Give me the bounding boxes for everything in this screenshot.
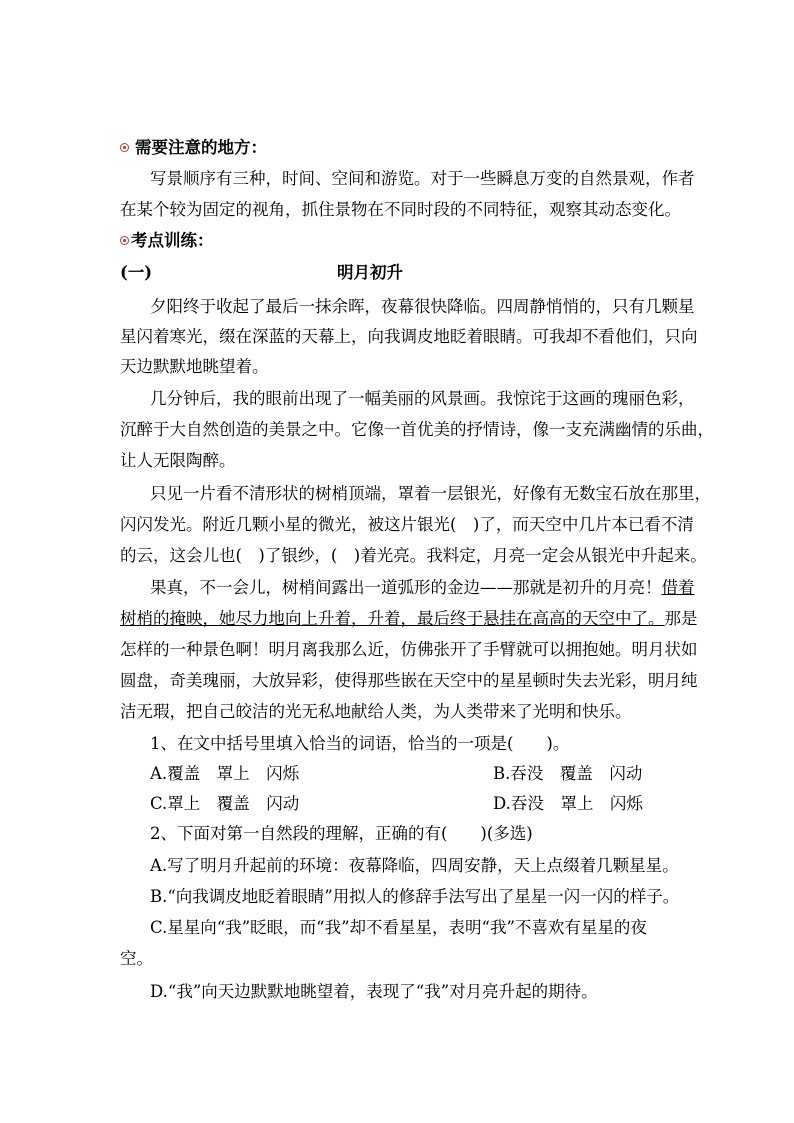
passage-title: 明月初升 [337, 263, 403, 282]
question-2-option-c-cont: 空。 [120, 949, 153, 968]
paragraph-line: 洁无瑕，把自己皎洁的光无私地献给人类，为人类带来了光明和快乐。 [120, 702, 632, 721]
paragraph-text: 那是 [664, 609, 698, 628]
paragraph-line: 闪闪发光。附近几颗小星的微光，被这片银光( )了，而天空中几片本已看不清 [120, 515, 694, 534]
train-heading-line [120, 230, 680, 252]
question-1-option-d: D.吞没 罩上 闪烁 [493, 794, 643, 813]
paragraph-line: 星闪着寒光，缀在深蓝的天幕上，向我调皮地眨着眼睛。可我却不看他们，只向 [120, 327, 698, 346]
question-1-option-a: A.覆盖 罩上 闪烁 [150, 764, 300, 783]
underlined-text: 树梢的掩映，她尽力地向上升着，升着，最后终于悬挂在高高的天空中了。 [120, 609, 665, 628]
paragraph-line: 圆盘，奇美瑰丽，大放异彩，使得那些嵌在天空中的星星顿时失去光彩，明月纯 [120, 671, 698, 690]
paragraph-line: 让人无限陶醉。 [120, 451, 236, 470]
question-2-option-d: D.“我”向天边默默地眺望着，表现了“我”对月亮升起的期待。 [150, 982, 598, 1001]
paragraph-line: 怎样的一种景色啊！明月离我那么近，仿佛张开了手臂就可以拥抱她。明月状如 [120, 640, 698, 659]
question-2-option-a: A.写了明月升起前的环境：夜幕降临，四周安静，天上点缀着几颗星星。 [150, 856, 679, 875]
train-heading: 考点训练： [131, 231, 214, 250]
question-2-option-b: B.“向我调皮地眨着眼睛”用拟人的修辞手法写出了星星一闪一闪的样子。 [150, 887, 680, 906]
question-1-option-c: C.罩上 覆盖 闪动 [150, 794, 300, 813]
note-text-line: 写景顺序有三种，时间、空间和游览。对于一些瞬息万变的自然景观，作者 [150, 169, 695, 188]
bullet-icon [120, 143, 129, 152]
note-heading-line [120, 137, 680, 159]
question-1-stem: 1、在文中括号里填入恰当的词语，恰当的一项是( )。 [150, 734, 570, 753]
paragraph-line [120, 608, 698, 630]
question-1-options-row [150, 793, 710, 815]
paragraph-line: 天边默默地眺望着。 [120, 357, 269, 376]
paragraph-line: 沉醉于大自然创造的美景之中。它像一首优美的抒情诗，像一支充满幽情的乐曲， [120, 420, 714, 439]
question-2-stem: 2、下面对第一自然段的理解，正确的有( )(多选) [150, 824, 533, 843]
note-text-line: 在某个较为固定的视角，抓住景物在不同时段的不同特征，观察其动态变化。 [120, 200, 681, 219]
passage-number: (一) [120, 263, 153, 282]
question-1-options-row [150, 763, 710, 785]
paragraph-line: 几分钟后，我的眼前出现了一幅美丽的风景画。我惊诧于这画的瑰丽色彩， [150, 389, 695, 408]
paragraph-line: 夕阳终于收起了最后一抹余晖，夜幕很快降临。四周静悄悄的，只有几颗星 [150, 297, 695, 316]
question-1-option-b: B.吞没 覆盖 闪动 [493, 764, 643, 783]
paragraph-line [150, 577, 710, 599]
note-heading: 需要注意的地方： [135, 138, 267, 157]
paragraph-text: 果真，不一会儿，树梢间露出一道弧形的金边——那就是初升的月亮！ [150, 578, 662, 597]
paragraph-line: 只见一片看不清形状的树梢顶端，罩着一层银光，好像有无数宝石放在那里， [150, 484, 711, 503]
underlined-text: 借着 [661, 578, 695, 597]
question-2-option-c: C.星星向“我”眨眼，而“我”却不看星星，表明“我”不喜欢有星星的夜 [150, 918, 647, 937]
paragraph-line: 的云，这会儿也( )了银纱，( )着光亮。我料定，月亮一定会从银光中升起来。 [120, 546, 707, 565]
bullet-icon [120, 236, 129, 245]
